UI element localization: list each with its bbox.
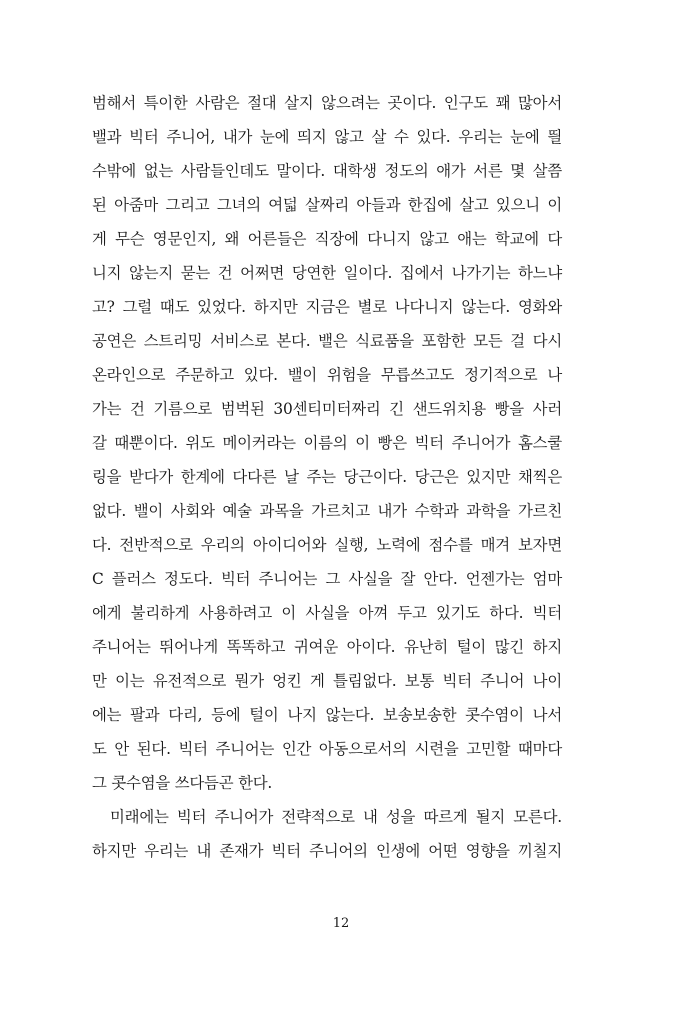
text-line: 미래에는 빅터 주니어가 전략적으로 내 성을 따르게 될지 모른다. (110, 808, 562, 826)
page-number: 12 (332, 916, 350, 931)
text-line: 다. 전반적으로 우리의 아이디어와 실행, 노력에 점수를 매겨 보자면 (92, 536, 562, 554)
text-line: 공연은 스트리밍 서비스로 본다. 밸은 식료품을 포함한 모든 걸 다시 (92, 332, 562, 350)
text-line: 고? 그럴 때도 있었다. 하지만 지금은 별로 나다니지 않는다. 영화와 (92, 298, 562, 316)
text-line: 범해서 특이한 사람은 절대 살지 않으려는 곳이다. 인구도 꽤 많아서 (92, 94, 562, 112)
text-line: 온라인으로 주문하고 있다. 밸이 위험을 무릅쓰고도 정기적으로 나 (92, 366, 562, 384)
text-line: 에게 불리하게 사용하려고 이 사실을 아껴 두고 있기도 하다. 빅터 (92, 604, 562, 622)
text-line: 수밖에 없는 사람들인데도 말이다. 대학생 정도의 애가 서른 몇 살쯤 (92, 162, 562, 180)
text-line: C 플러스 정도다. 빅터 주니어는 그 사실을 잘 안다. 언젠가는 엄마 (92, 570, 562, 588)
text-line: 게 무슨 영문인지, 왜 어른들은 직장에 다니지 않고 애는 학교에 다 (92, 230, 562, 248)
text-line: 밸과 빅터 주니어, 내가 눈에 띄지 않고 살 수 있다. 우리는 눈에 띌 (92, 128, 562, 146)
text-line: 된 아줌마 그리고 그녀의 여덟 살짜리 아들과 한집에 살고 있으니 이 (92, 196, 562, 214)
text-line: 가는 건 기름으로 범벅된 30센티미터짜리 긴 샌드위치용 빵을 사러 (92, 400, 562, 418)
text-line: 도 안 된다. 빅터 주니어는 인간 아동으로서의 시련을 고민할 때마다 (92, 740, 562, 758)
text-line: 그 콧수염을 쓰다듬곤 한다. (92, 774, 273, 792)
text-line: 없다. 밸이 사회와 예술 과목을 가르치고 내가 수학과 과학을 가르친 (92, 502, 562, 520)
text-line: 갈 때뿐이다. 위도 메이커라는 이름의 이 빵은 빅터 주니어가 홈스쿨 (92, 434, 562, 452)
text-line: 에는 팔과 다리, 등에 털이 나지 않는다. 보송보송한 콧수염이 나서 (92, 706, 562, 724)
text-line: 링을 받다가 한계에 다다른 날 주는 당근이다. 당근은 있지만 채찍은 (92, 468, 562, 486)
text-line: 니지 않는지 묻는 건 어쩌면 당연한 일이다. 집에서 나가기는 하느냐 (92, 264, 562, 282)
text-line: 주니어는 뛰어나게 똑똑하고 귀여운 아이다. 유난히 털이 많긴 하지 (92, 638, 562, 656)
text-line: 하지만 우리는 내 존재가 빅터 주니어의 인생에 어떤 영향을 끼칠지 (92, 842, 562, 860)
text-line: 만 이는 유전적으로 뭔가 엉킨 게 틀림없다. 보통 빅터 주니어 나이 (92, 672, 562, 690)
body-text (92, 86, 562, 868)
